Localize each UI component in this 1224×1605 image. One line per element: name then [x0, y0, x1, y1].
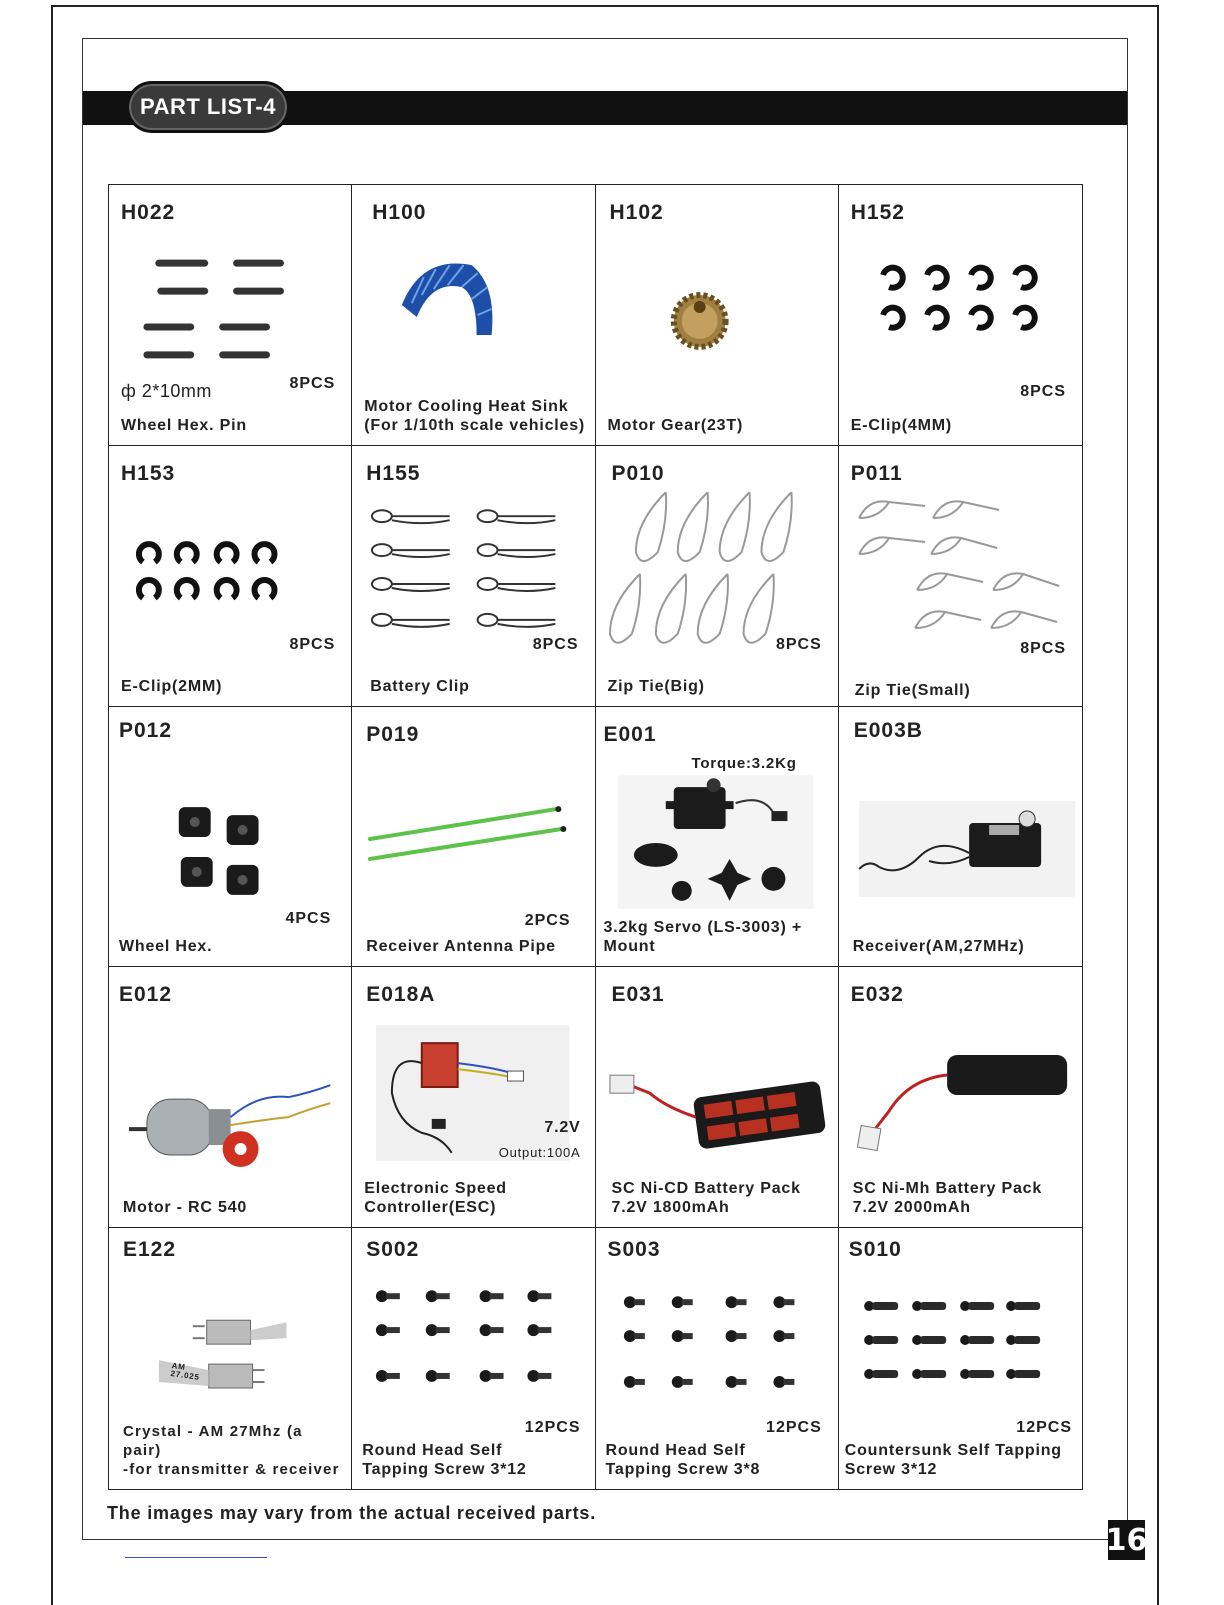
- part-name: Round Head Self Tapping Screw 3*8: [605, 1441, 761, 1478]
- part-name: 3.2kg Servo (LS-3003) + Mount: [603, 919, 802, 956]
- part-qty: 8PCS: [532, 635, 579, 653]
- part-qty: 4PCS: [285, 910, 332, 928]
- part-cell-e031: [596, 967, 839, 1228]
- part-code: E012: [119, 983, 173, 1007]
- part-name: Wheel Hex. Pin: [121, 416, 247, 434]
- part-cell-h022: [109, 185, 352, 446]
- part-cell-p019: [352, 707, 595, 968]
- part-name: E-Clip(4MM): [850, 416, 952, 434]
- part-cell-h100: [352, 185, 595, 446]
- e-clip-icon: [839, 225, 1082, 405]
- part-code: E018A: [366, 983, 436, 1007]
- part-cell-e003b: [839, 707, 1082, 968]
- part-cell-e018a: [352, 967, 595, 1228]
- part-qty: 8PCS: [289, 635, 336, 653]
- wheel-hex-icon: [109, 747, 351, 927]
- part-code: H152: [850, 201, 905, 224]
- part-cell-e032: [839, 967, 1082, 1228]
- part-qty: 12PCS: [766, 1418, 822, 1436]
- part-name: Zip Tie(Big): [607, 677, 705, 695]
- part-cell-e012: [109, 967, 352, 1228]
- gear-icon: [596, 225, 838, 405]
- part-code: H102: [609, 201, 664, 224]
- part-cell-p011: [839, 446, 1082, 707]
- part-qty: 8PCS: [1020, 639, 1066, 657]
- part-code: H153: [121, 461, 176, 485]
- part-cell-h152: [839, 185, 1082, 446]
- part-cell-h153: [109, 446, 352, 707]
- part-code: E031: [611, 983, 665, 1007]
- crystal-label: AM 27.025: [170, 1361, 201, 1383]
- receiver-icon: [839, 797, 1082, 897]
- part-cell-h155: [352, 446, 595, 707]
- part-code: E003B: [853, 718, 923, 742]
- part-qty: 8PCS: [1020, 382, 1066, 400]
- part-code: H022: [121, 201, 176, 224]
- part-code: P010: [611, 461, 665, 485]
- part-name: Motor Gear(23T): [607, 416, 744, 434]
- part-cell-e122: [109, 1228, 352, 1489]
- disclaimer-note: The images may vary from the actual received parts.: [107, 1503, 596, 1523]
- part-qty: 12PCS: [1016, 1418, 1072, 1436]
- part-cell-h102: [596, 185, 839, 446]
- page-number: 16: [1108, 1520, 1145, 1560]
- part-name: SC Ni-Mh Battery Pack 7.2V 2000mAh: [852, 1180, 1043, 1217]
- part-code: S010: [848, 1238, 902, 1262]
- servo-icon: [596, 773, 838, 909]
- part-code: H155: [366, 461, 421, 485]
- esc-output: Output:100A: [498, 1145, 581, 1161]
- part-qty: 8PCS: [289, 374, 336, 392]
- page-title: PART LIST-4: [126, 81, 290, 133]
- esc-voltage: 7.2V: [544, 1119, 581, 1137]
- part-cell-e001: [596, 707, 839, 968]
- part-code: E032: [850, 983, 904, 1007]
- part-code: H100: [372, 201, 427, 224]
- part-qty: 2PCS: [524, 912, 571, 930]
- servo-torque: Torque:3.2Kg: [691, 754, 797, 772]
- part-code: P012: [119, 718, 173, 742]
- part-name: Battery Clip: [370, 677, 470, 695]
- part-name: SC Ni-CD Battery Pack 7.2V 1800mAh: [611, 1180, 801, 1217]
- part-name: Countersunk Self Tapping Screw 3*12: [844, 1441, 1062, 1478]
- part-qty: 8PCS: [775, 635, 822, 653]
- part-code: E001: [603, 722, 657, 746]
- part-code: E122: [123, 1238, 177, 1262]
- part-qty: 12PCS: [524, 1418, 581, 1436]
- part-spec: ф 2*10mm: [121, 381, 212, 401]
- bottom-rule: [125, 1557, 267, 1558]
- heat-sink-icon: [352, 225, 594, 405]
- part-cell-p010: [596, 446, 839, 707]
- part-name: Crystal - AM 27Mhz (a pair) -for transmitter & receiver: [123, 1422, 340, 1478]
- part-code: S003: [607, 1238, 661, 1262]
- part-cell-s003: [596, 1228, 839, 1489]
- part-name: E-Clip(2MM): [121, 677, 223, 695]
- part-cell-s010: [839, 1228, 1082, 1489]
- part-cell-s002: [352, 1228, 595, 1489]
- part-name: Wheel Hex.: [119, 938, 213, 956]
- esc-icon: [352, 1023, 594, 1163]
- part-code: S002: [366, 1238, 420, 1262]
- part-name: Receiver Antenna Pipe: [366, 938, 556, 956]
- antenna-pipe-icon: [352, 747, 594, 927]
- part-code: P011: [850, 461, 903, 485]
- part-name: Motor - RC 540: [123, 1199, 248, 1217]
- part-name: Receiver(AM,27MHz): [852, 938, 1025, 956]
- part-cell-p012: [109, 707, 352, 968]
- parts-grid: [108, 184, 1083, 1490]
- zip-tie-icon: [839, 482, 1082, 662]
- part-name: Electronic Speed Controller(ESC): [364, 1180, 507, 1217]
- part-name: Zip Tie(Small): [854, 681, 971, 699]
- part-name: Round Head Self Tapping Screw 3*12: [362, 1441, 527, 1478]
- part-code: P019: [366, 722, 420, 746]
- part-name: Motor Cooling Heat Sink (For 1/10th scale vehicles): [364, 397, 586, 434]
